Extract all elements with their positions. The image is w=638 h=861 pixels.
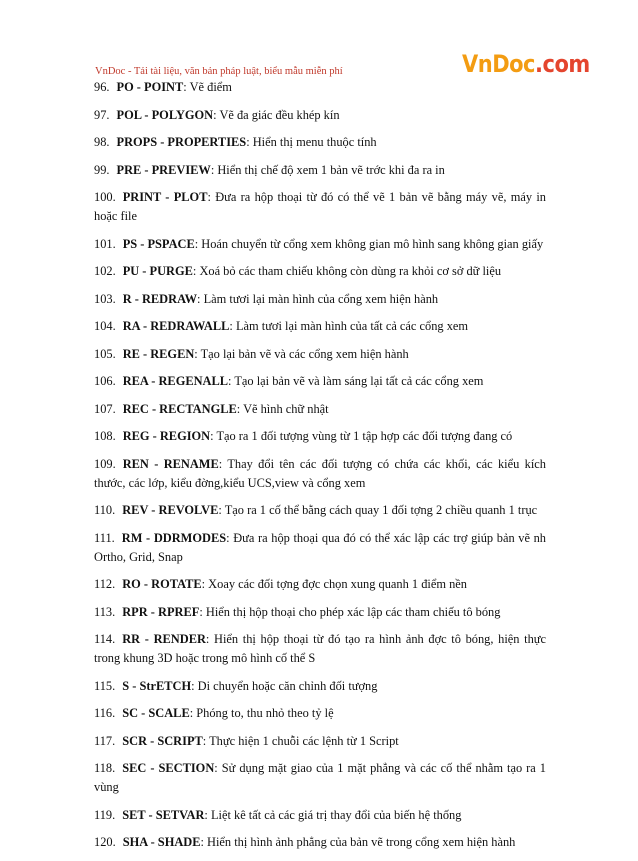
list-item	[94, 317, 546, 336]
command-name: SEC - SECTION	[122, 761, 215, 775]
command-name: REN - RENAME	[122, 456, 219, 471]
command-description: : Làm tươi lại màn hình của cổng xem hiện hành	[197, 291, 439, 306]
command-description: : Xoay các đối tợng đợc chọn xung quanh 1 điểm nền	[201, 577, 467, 591]
command-description: : Thực hiện 1 chuỗi các lệnh từ 1 Script	[202, 733, 399, 748]
command-name: REG - REGION	[122, 429, 211, 443]
list-item	[94, 630, 546, 668]
item-number: 113.	[94, 604, 116, 619]
item-number: 119.	[94, 807, 116, 822]
list-item	[94, 106, 546, 125]
list-item	[94, 501, 546, 520]
item-number: 104.	[94, 319, 116, 333]
command-name: R - REDRAW	[122, 291, 198, 306]
command-description: : Phóng to, thu nhỏ theo tỷ lệ	[189, 706, 334, 720]
command-description: : Làm tươi lại màn hình của tất cả các cổng xem	[229, 319, 469, 333]
command-name: SCR - SCRIPT	[122, 733, 203, 748]
item-number: 102.	[94, 264, 116, 278]
item-number: 109.	[94, 456, 116, 471]
list-item	[94, 427, 546, 446]
command-description: : Hiển thị hộp thoại cho phép xác lập các tham chiếu tô bóng	[199, 604, 501, 619]
item-number: 117.	[94, 733, 116, 748]
command-description: : Vẽ hình chữ nhật	[236, 401, 329, 416]
command-name: RO - ROTATE	[122, 577, 202, 591]
command-name: RR - RENDER	[122, 632, 206, 646]
item-number: 106.	[94, 374, 116, 388]
command-name: SHA - SHADE	[122, 835, 201, 849]
command-description: : Thay đổi tên các đối tượng có chứa các khối, các kiểu kích thước, các lớp, kiểu đờng,kiểu UCS,view và cổng xem	[94, 456, 546, 490]
item-number: 118.	[94, 761, 116, 775]
list-item	[94, 603, 546, 622]
item-number: 98.	[94, 135, 110, 149]
command-name: PU - PURGE	[122, 264, 193, 278]
item-number: 115.	[94, 678, 116, 693]
command-description: : Sử dụng mặt giao của 1 mặt phẳng và các cố thể nhằm tạo ra 1 vùng	[94, 761, 547, 794]
item-number: 101.	[94, 236, 116, 251]
list-item	[94, 161, 546, 180]
vndoc-logo	[462, 50, 590, 78]
command-name: SET - SETVAR	[122, 807, 205, 822]
item-number: 99.	[94, 162, 110, 177]
list-item	[94, 529, 546, 567]
command-name: PROPS - PROPERTIES	[116, 135, 247, 149]
item-number: 111.	[94, 530, 115, 545]
logo-part2: .com	[535, 50, 590, 78]
command-name: REC - RECTANGLE	[122, 401, 237, 416]
list-item	[94, 235, 546, 254]
list-item	[94, 188, 546, 226]
list-item	[94, 575, 546, 594]
list-item	[94, 806, 546, 825]
command-description: : Liệt kê tất cả các giá trị thay đổi của biến hệ thống	[204, 807, 462, 822]
list-item	[94, 833, 546, 852]
list-item	[94, 78, 546, 97]
command-description: : Hiển thị chế độ xem 1 bản vẽ trớc khi đa ra in	[210, 162, 445, 177]
command-description: : Tạo lại bản vẽ và làm sáng lại tất cả các cổng xem	[228, 374, 484, 388]
item-number: 97.	[94, 107, 110, 122]
list-item	[94, 345, 546, 364]
list-item	[94, 732, 546, 751]
item-number: 107.	[94, 401, 116, 416]
command-name: RE - REGEN	[122, 346, 195, 361]
item-number: 103.	[94, 291, 116, 306]
logo-part1: VnDoc	[462, 50, 536, 78]
command-name: REA - REGENALL	[122, 374, 229, 388]
command-name: S - StrETCH	[122, 678, 192, 693]
command-name: RPR - RPREF	[122, 604, 200, 619]
item-number: 110.	[94, 503, 116, 517]
command-name: RA - REDRAWALL	[122, 319, 230, 333]
item-number: 96.	[94, 80, 110, 94]
list-item	[94, 400, 546, 419]
command-name: POL - POLYGON	[116, 107, 214, 122]
item-number: 108.	[94, 429, 116, 443]
command-name: PO - POINT	[116, 80, 184, 94]
item-number: 116.	[94, 706, 116, 720]
command-description: : Vẽ điểm	[183, 80, 232, 94]
item-number: 105.	[94, 346, 116, 361]
command-description: : Di chuyển hoặc căn chỉnh đối tượng	[191, 678, 378, 693]
command-name: RM - DDRMODES	[121, 530, 227, 545]
command-list	[94, 78, 546, 861]
item-number: 112.	[94, 577, 116, 591]
command-name: PS - PSPACE	[122, 236, 195, 251]
command-description: : Hiển thị hình ảnh phẳng của bản vẽ trong cổng xem hiện hành	[200, 835, 516, 849]
list-item	[94, 759, 546, 797]
item-number: 120.	[94, 835, 116, 849]
item-number: 100.	[94, 190, 116, 204]
command-description: : Tạo ra 1 cố thể bằng cách quay 1 đối tợng 2 chiều quanh 1 trục	[218, 503, 538, 517]
list-item	[94, 677, 546, 696]
command-name: SC - SCALE	[122, 706, 190, 720]
list-item	[94, 262, 546, 281]
list-item	[94, 133, 546, 152]
header-note: VnDoc - Tải tài liệu, văn bản pháp luật, biểu mẫu miễn phí	[95, 66, 343, 77]
command-description: : Đưa ra hộp thoại từ đó có thể vẽ 1 bản vẽ bằng máy vẽ, máy in hoặc file	[94, 190, 547, 223]
command-description: : Vẽ đa giác đều khép kín	[213, 107, 340, 122]
command-description: : Đưa ra hộp thoại qua đó có thể xác lập các trợ giúp bản vẽ nh Ortho, Grid, Snap	[94, 530, 546, 564]
command-name: PRE - PREVIEW	[116, 162, 211, 177]
command-description: : Hiển thị menu thuộc tính	[246, 135, 377, 149]
list-item	[94, 290, 546, 309]
command-description: : Hoán chuyển từ cổng xem không gian mô hình sang không gian giấy	[194, 236, 544, 251]
command-description: : Tạo ra 1 đối tượng vùng từ 1 tập hợp các đối tượng đang có	[210, 429, 513, 443]
list-item	[94, 704, 546, 723]
command-name: PRINT - PLOT	[122, 190, 208, 204]
item-number: 114.	[94, 632, 116, 646]
command-description: : Hiển thị hộp thoại từ đó tạo ra hình ảnh đợc tô bóng, hiện thực trong khung 3D hoặc trong mô hình cố thể S	[94, 632, 546, 665]
command-description: : Xoá bỏ các tham chiếu không còn dùng ra khỏi cơ sở dữ liệu	[192, 264, 502, 278]
list-item	[94, 455, 546, 493]
command-name: REV - REVOLVE	[122, 503, 219, 517]
command-description: : Tạo lại bản vẽ và các cổng xem hiện hành	[194, 346, 409, 361]
list-item	[94, 372, 546, 391]
